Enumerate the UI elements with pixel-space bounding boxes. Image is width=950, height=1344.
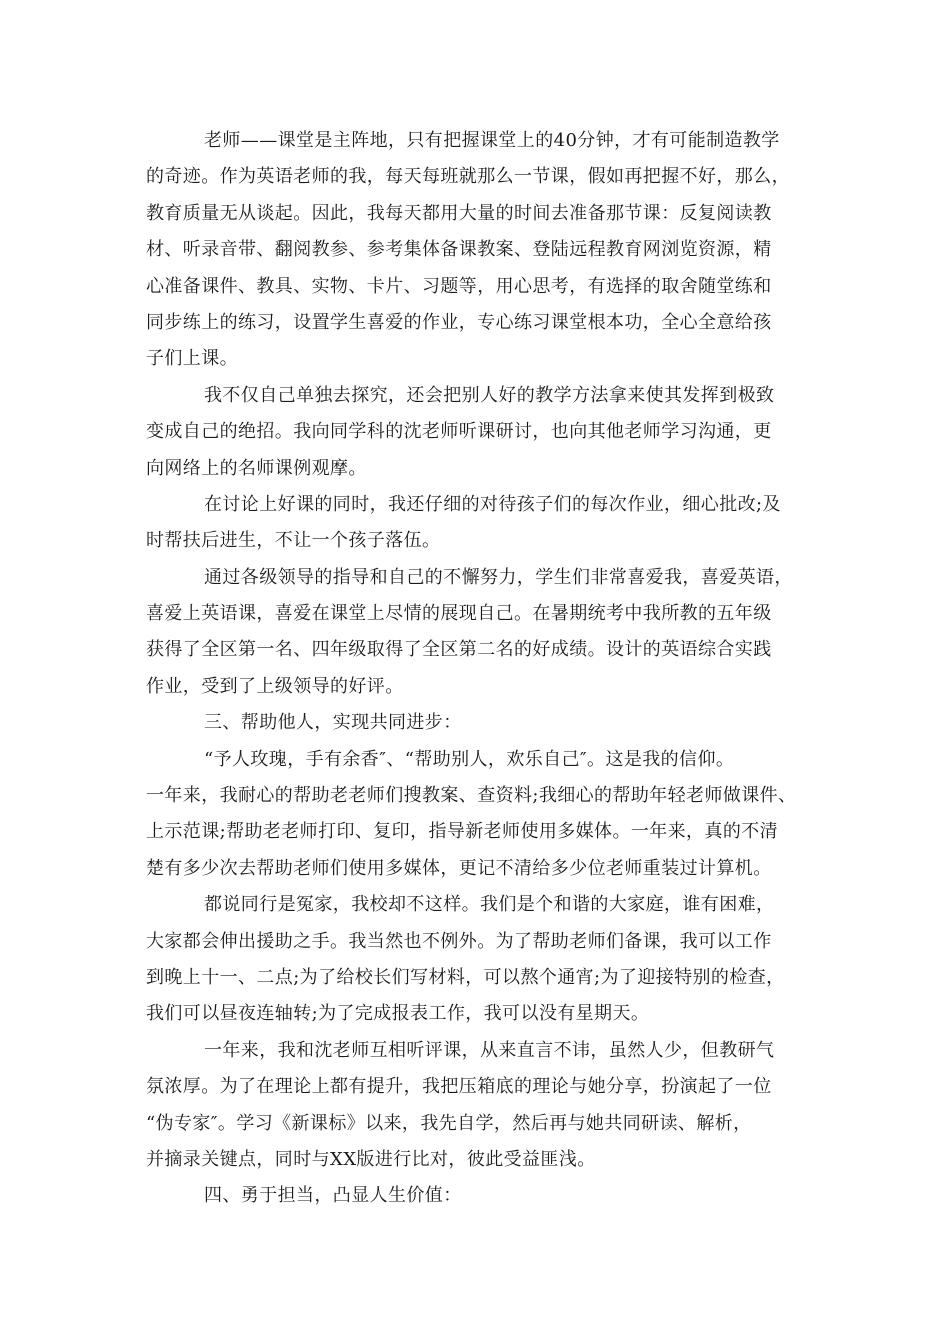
- text-line: 一年来，我耐心的帮助老老师们搜教案、查资料;我细心的帮助年轻老师做课件、: [146, 785, 797, 807]
- text-line: 在讨论上好课的同时，我还仔细的对待孩子们的每次作业，细心批改;及: [204, 493, 781, 515]
- text-line: 上示范课;帮助老老师打印、复印，指导新老师使用多媒体。一年来，真的不清: [146, 821, 779, 843]
- text-line: 大家都会伸出援助之手。我当然也不例外。为了帮助老师们备课，我可以工作: [146, 930, 772, 952]
- text-line: 材、听录音带、翻阅教参、参考集体备课教案、登陆远程教育网浏览资源，精: [146, 239, 772, 261]
- text-line: 到晚上十一、二点;为了给校长们写材料，可以熬个通宵;为了迎接特别的检查，: [146, 966, 785, 988]
- text-line: 通过各级领导的指导和自己的不懈努力，学生们非常喜爱我，喜爱英语，: [204, 566, 793, 588]
- text-line: 喜爱上英语课，喜爱在课堂上尽情的展现自己。在暑期统考中我所教的五年级: [146, 603, 772, 625]
- text-line: 作业，受到了上级领导的好评。: [146, 675, 404, 697]
- text-line: 一年来，我和沈老师互相听评课，从来直言不讳，虽然人少，但教研气: [204, 1039, 775, 1061]
- document-body: [146, 123, 836, 1215]
- section-heading: 四、勇于担当，凸显人生价值：: [204, 1185, 462, 1207]
- text-line: 的奇迹。作为英语老师的我，每天每班就那么一节课，假如再把握不好，那么，: [146, 166, 790, 188]
- text-line: “伪专家″。学习《新课标》以来，我先自学，然后再与她共同研读、解析，: [146, 1112, 752, 1134]
- text-line: 心准备课件、教具、实物、卡片、习题等，用心思考，有选择的取舍随堂练和: [146, 275, 772, 297]
- text-line: 向网络上的名师课例观摩。: [146, 457, 367, 479]
- text-line: 都说同行是冤家，我校却不这样。我们是个和谐的大家庭，谁有困难，: [204, 894, 775, 916]
- text-line: 时帮扶后进生，不让一个孩子落伍。: [146, 530, 441, 552]
- text-line: 变成自己的绝招。我向同学科的沈老师听课研讨，也向其他老师学习沟通，更: [146, 421, 772, 443]
- text-line: 教育质量无从谈起。因此，我每天都用大量的时间去准备那节课：反复阅读教: [146, 202, 772, 224]
- section-heading: 三、帮助他人，实现共同进步：: [204, 712, 462, 734]
- text-line: 我不仅自己单独去探究，还会把别人好的教学方法拿来使其发挥到极致: [204, 384, 775, 406]
- text-line: 我们可以昼夜连轴转;为了完成报表工作，我可以没有星期天。: [146, 1003, 650, 1025]
- text-line: 子们上课。: [146, 348, 238, 370]
- text-line: 老师——课堂是主阵地，只有把握课堂上的40分钟，才有可能制造教学: [204, 130, 780, 151]
- text-line: 获得了全区第一名、四年级取得了全区第二名的好成绩。设计的英语综合实践: [146, 639, 772, 661]
- text-line: 楚有多少次去帮助老师们使用多媒体，更记不清给多少位老师重装过计算机。: [146, 857, 772, 879]
- text-line: 并摘录关键点，同时与XX版进行比对，彼此受益匪浅。: [146, 1148, 596, 1170]
- text-line: 同步练上的练习，设置学生喜爱的作业，专心练习课堂根本功，全心全意给孩: [146, 311, 772, 333]
- text-line: 氛浓厚。为了在理论上都有提升，我把压箱底的理论与她分享，扮演起了一位: [146, 1076, 772, 1098]
- text-line: “予人玫瑰，手有余香″、“帮助别人，欢乐自己″。这是我的信仰。: [204, 748, 735, 770]
